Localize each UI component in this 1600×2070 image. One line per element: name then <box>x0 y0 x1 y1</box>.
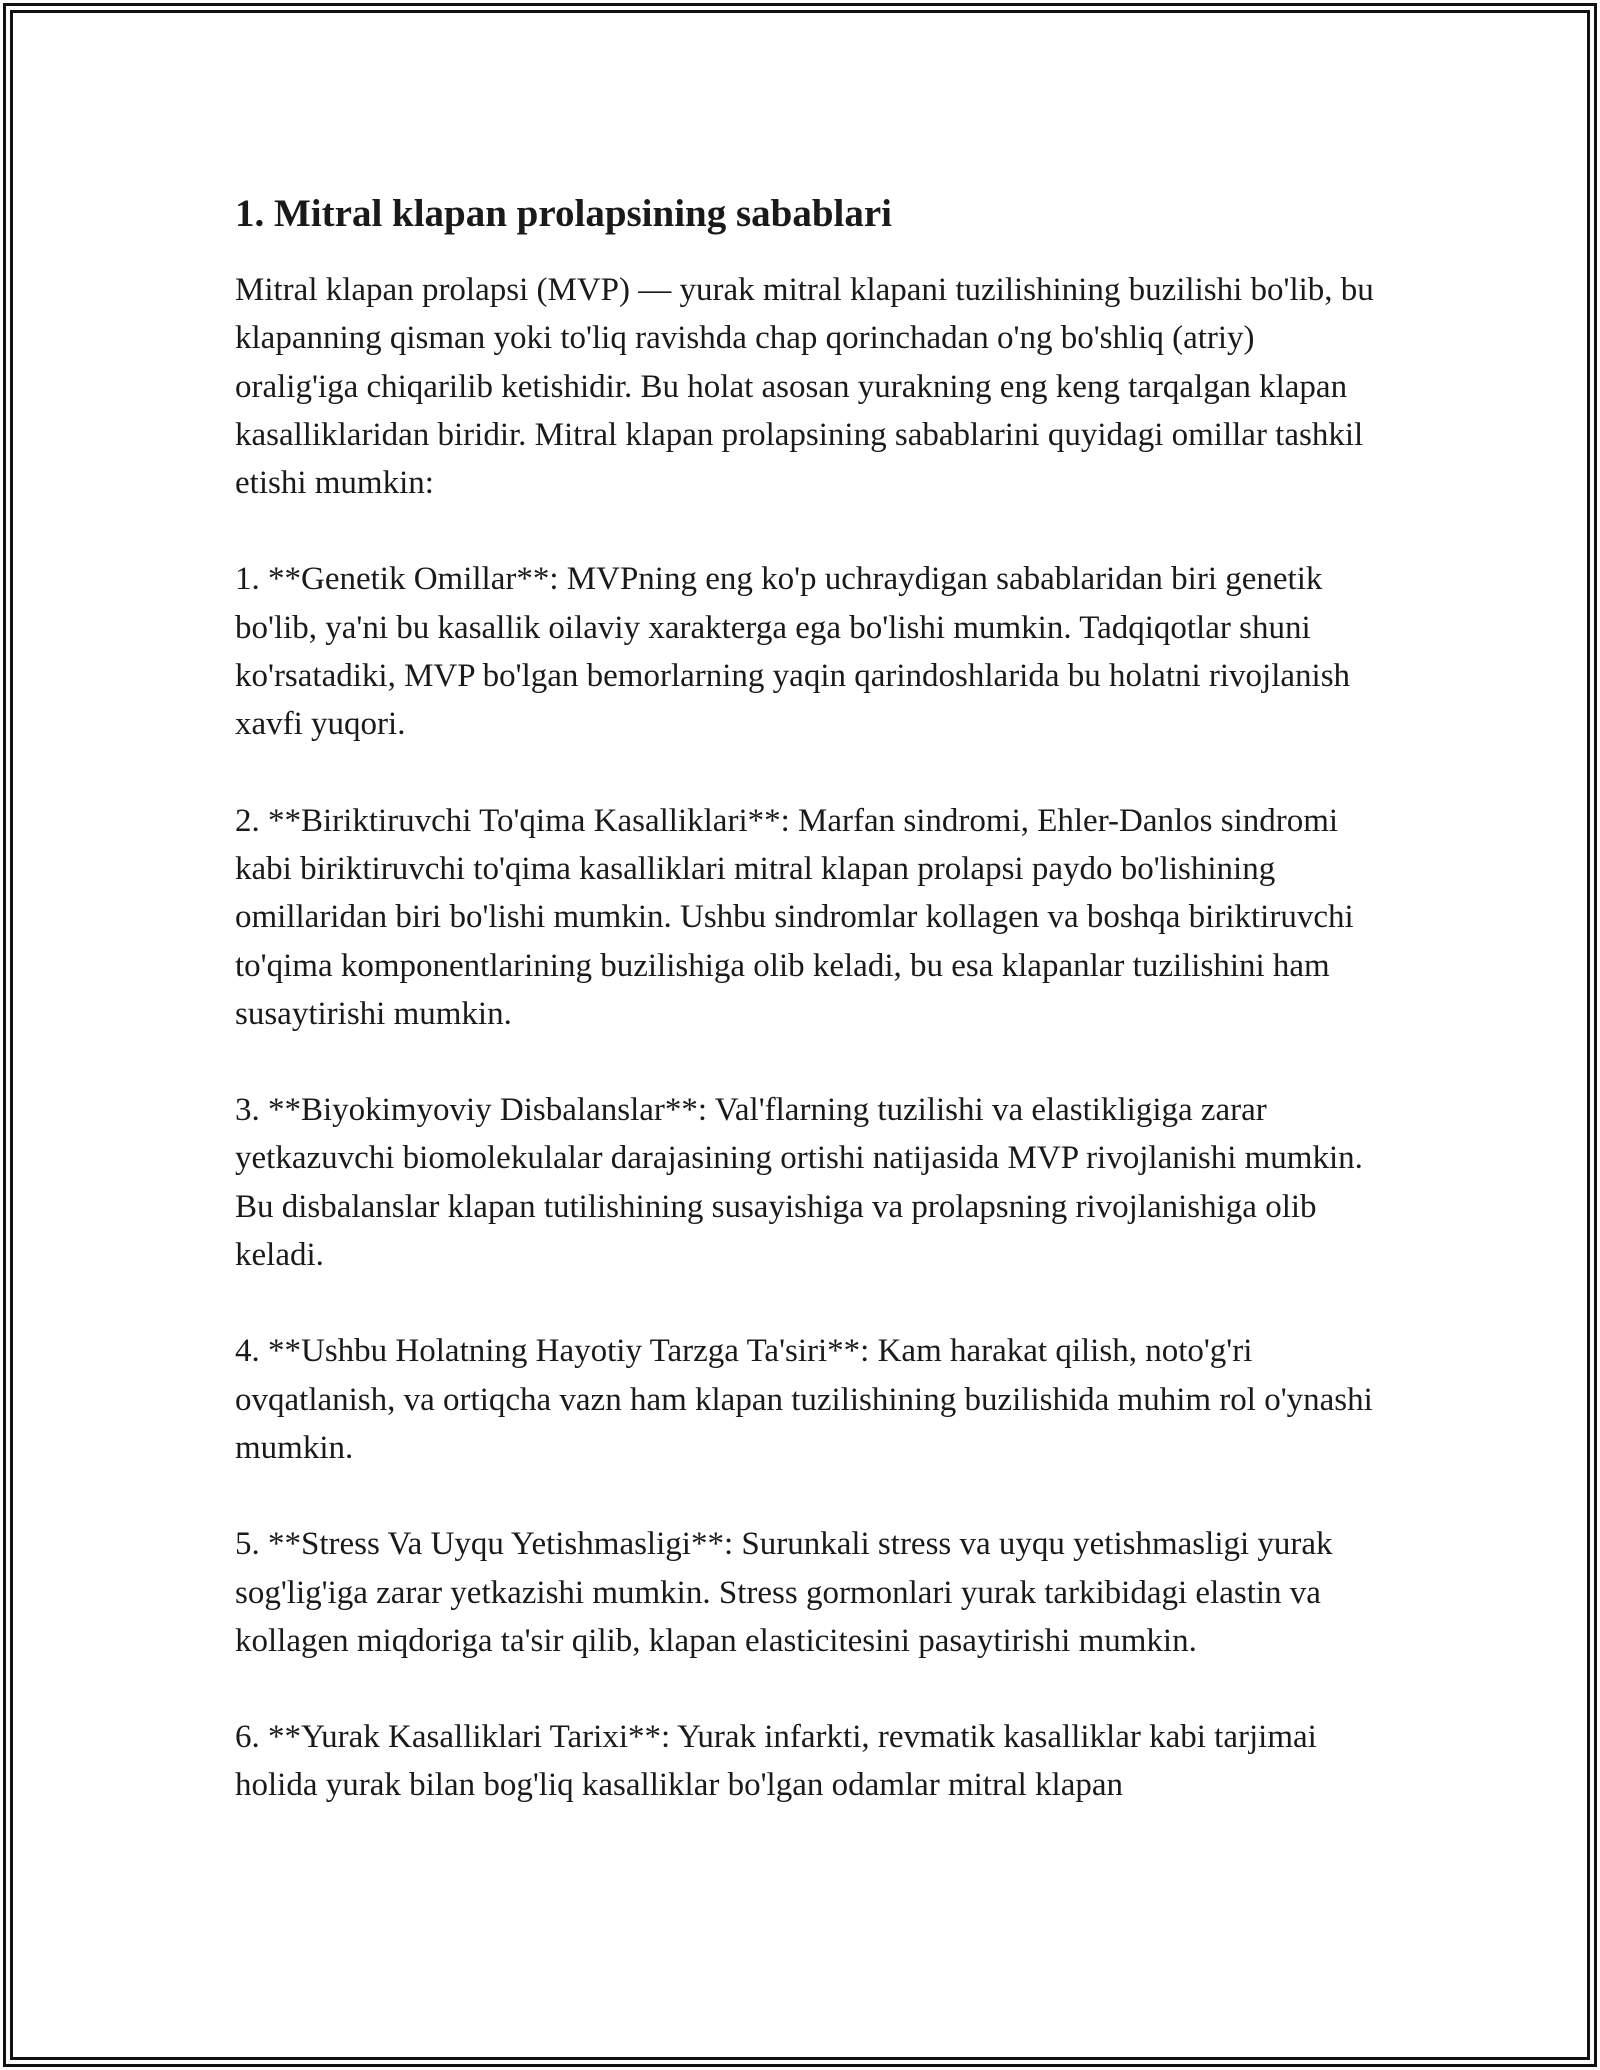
document-body <box>235 188 1380 1858</box>
section-heading: 1. Mitral klapan prolapsining sabablari <box>235 192 893 235</box>
cause-item-heart-history: 6. **Yurak Kasalliklari Tarixi**: Yurak infarkti, revmatik kasalliklar kabi tarjimai holida yurak bilan bog'liq kasalliklar bo'lgan odamlar mitral klapan <box>235 1719 1317 1804</box>
cause-item-connective-tissue: 2. **Biriktiruvchi To'qima Kasalliklari**: Marfan sindromi, Ehler-Danlos sindromi kabi biriktiruvchi to'qima kasalliklari mitral klapan prolapsi paydo bo'lishining omillaridan biri bo'lishi mumkin. Ushbu sindromlar kollagen va boshqa biriktiruvchi to'qima komponentlarining buzilishiga olib keladi, bu esa klapanlar tuzilishini ham susaytirishi mumkin. <box>235 802 1354 1032</box>
cause-item-stress-sleep: 5. **Stress Va Uyqu Yetishmasligi**: Surunkali stress va uyqu yetishmasligi yurak sog'lig'iga zarar yetkazishi mumkin. Stress gormonlari yurak tarkibidagi elastin va kollagen miqdoriga ta'sir qilib, klapan elasticitesini pasaytirishi mumkin. <box>235 1526 1333 1659</box>
cause-item-genetic: 1. **Genetik Omillar**: MVPning eng ko'p uchraydigan sabablaridan biri genetik bo'lib, ya'ni bu kasallik oilaviy xarakterga ega bo'lishi mumkin. Tadqiqotlar shuni ko'rsatadiki, MVP bo'lgan bemorlarning yaqin qarindoshlarida bu holatni rivojlanish xavfi yuqori. <box>235 561 1351 743</box>
cause-item-lifestyle: 4. **Ushbu Holatning Hayotiy Tarzga Ta'siri**: Kam harakat qilish, noto'g'ri ovqatlanish, va ortiqcha vazn ham klapan tuzilishining buzilishida muhim rol o'ynashi mumkin. <box>235 1333 1373 1466</box>
intro-paragraph: Mitral klapan prolapsi (MVP) — yurak mitral klapani tuzilishining buzilishi bo'lib, bu klapanning qisman yoki to'liq ravishda chap qorinchadan o'ng bo'shliq (atriy) oralig'iga chiqarilib ketishidir. Bu holat asosan yurakning eng keng tarqalgan klapan kasalliklaridan biridir. Mitral klapan prolapsining sabablarini quyidagi omillar tashkil etishi mumkin: <box>235 272 1374 502</box>
cause-item-biochemical: 3. **Biyokimyoviy Disbalanslar**: Val'flarning tuzilishi va elastikligiga zarar yetkazuvchi biomolekulalar darajasining ortishi natijasida MVP rivojlanishi mumkin. Bu disbalanslar klapan tutilishining susayishiga va prolapsning rivojlanishiga olib keladi. <box>235 1092 1363 1274</box>
